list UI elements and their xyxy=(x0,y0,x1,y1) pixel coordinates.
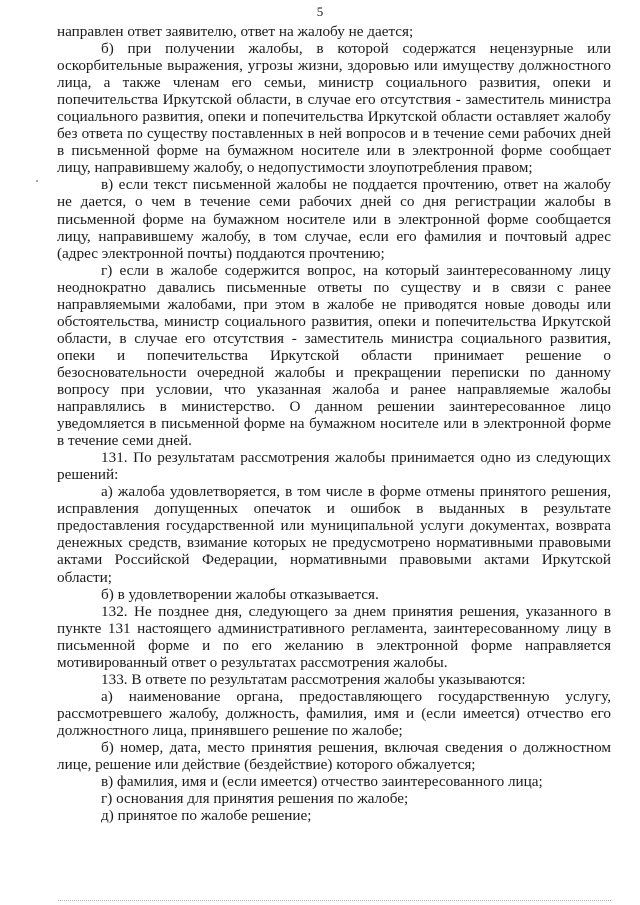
paragraph-132: 132. Не позднее дня, следующего за днем принятия решения, указанного в пункте 131 настоящего административного регламента, заинтересованному лицу в письменной форме и по его желанию в электронной форме направляется мотивированный ответ о результатах рассмотрения жалобы. xyxy=(57,602,611,671)
paragraph-item-g-repeated: г) если в жалобе содержится вопрос, на который заинтересованному лицу неоднократно давались письменные ответы по существу и в связи с ранее направляемыми жалобами, при этом в жалобе не приводятся новые доводы или обстоятельства, министр социального развития, опеки и попечительства Иркутской области, в случае его отсутствия - заместитель министра социального развития, опеки и попечительства Иркутской области принимает решение о безосновательности очередной жалобы и прекращении переписки по данному вопросу при условии, что указанная жалоба и ранее направляемые жалобы направлялись в министерство. О данном решении заинтересованное лицо уведомляется в письменной форме на бумажном носителе или в электронной форме в течение семи дней. xyxy=(57,261,611,450)
paragraph-133-d: д) принятое по жалобе решение; xyxy=(101,807,312,825)
margin-mark xyxy=(36,180,38,182)
paragraph-131: 131. По результатам рассмотрения жалобы принимается одно из следующих решений: xyxy=(57,449,611,484)
paragraph-continuation: направлен ответ заявителю, ответ на жалобу не дается; xyxy=(57,23,414,40)
bottom-divider xyxy=(58,900,611,901)
paragraph-item-v-unreadable: в) если текст письменной жалобы не поддается прочтению, ответ на жалобу не дается, о чем в течение семи рабочих дней со дня регистрации жалобы в письменной форме на бумажном носителе или в электронной форме сообщается лицу, направившему жалобу, в том случае, если его фамилия и почтовый адрес (адрес электронной почты) поддаются прочтению; xyxy=(57,176,611,262)
paragraph-133-b: б) номер, дата, место принятия решения, включая сведения о должностном лице, решение или действие (бездействие) которого обжалуется; xyxy=(57,738,611,774)
page-number: 5 xyxy=(316,4,324,19)
paragraph-133-a: а) наименование органа, предоставляющего государственную услугу, рассмотревшего жалобу, должность, фамилия, имя и (если имеется) отчество его должностного лица, принявшего решение по жалобе; xyxy=(57,687,611,739)
paragraph-131-a: а) жалоба удовлетворяется, в том числе в форме отмены принятого решения, исправления допущенных опечаток и ошибок в выданных в результате предоставления государственной или муниципальной услуги документах, возврата денежных средств, взимание которых не предусмотрено нормативными правовыми актами Российской Федерации, нормативными правовыми актами Иркутской области; xyxy=(57,483,611,586)
paragraph-item-b-profanity: б) при получении жалобы, в которой содержатся нецензурные или оскорбительные выражения, угрозы жизни, здоровью или имуществу должностного лица, а также членам его семьи, министр социального развития, опеки и попечительства Иркутской области, в случае его отсутствия - заместитель министра социального развития, опеки и попечительства Иркутской области оставляет жалобу без ответа по существу поставленных в ней вопросов и в течение семи рабочих дней в письменной форме на бумажном носителе или в электронной форме сообщает лицу, направившему жалобу, о недопустимости злоупотребления правом; xyxy=(57,40,611,177)
paragraph-133-g: г) основания для принятия решения по жалобе; xyxy=(101,790,409,808)
paragraph-133: 133. В ответе по результатам рассмотрения жалобы указываются: xyxy=(101,670,526,688)
document-body xyxy=(57,23,611,824)
paragraph-133-v: в) фамилия, имя и (если имеется) отчество заинтересованного лица; xyxy=(101,773,543,791)
paragraph-131-b: б) в удовлетворении жалобы отказывается. xyxy=(101,585,379,603)
